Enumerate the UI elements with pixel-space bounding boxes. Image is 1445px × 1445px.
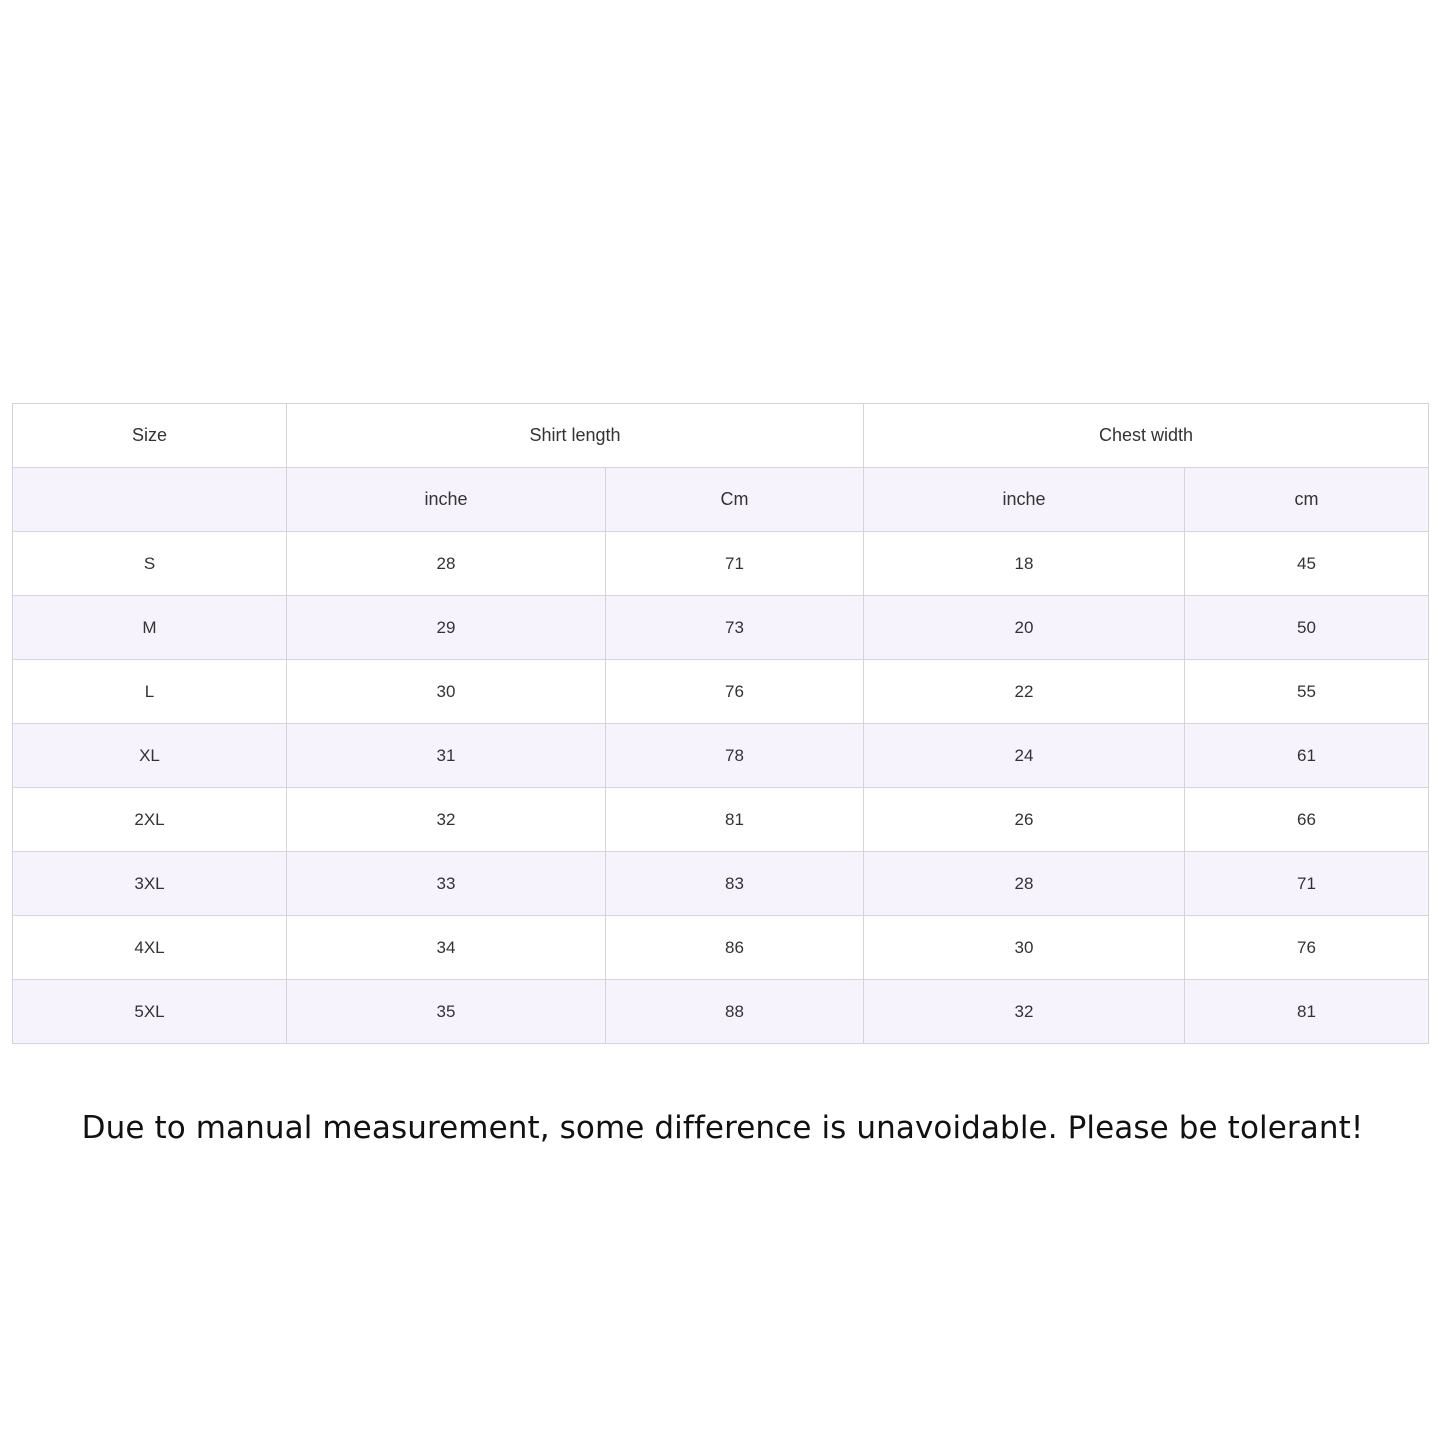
- unit-shirt-cm: Cm: [606, 468, 864, 532]
- chest-inch-cell: 20: [864, 596, 1185, 660]
- shirt-cm-cell: 71: [606, 532, 864, 596]
- table-row: [13, 916, 1429, 980]
- size-cell: 3XL: [13, 852, 287, 916]
- size-cell: L: [13, 660, 287, 724]
- size-cell: 5XL: [13, 980, 287, 1044]
- chest-cm-cell: 55: [1185, 660, 1429, 724]
- header-row: [13, 404, 1429, 468]
- chest-inch-cell: 30: [864, 916, 1185, 980]
- shirt-cm-cell: 81: [606, 788, 864, 852]
- chest-inch-cell: 22: [864, 660, 1185, 724]
- shirt-inch-cell: 34: [287, 916, 606, 980]
- shirt-cm-cell: 83: [606, 852, 864, 916]
- chest-inch-cell: 24: [864, 724, 1185, 788]
- shirt-cm-cell: 76: [606, 660, 864, 724]
- table-row: [13, 660, 1429, 724]
- size-cell: 2XL: [13, 788, 287, 852]
- unit-chest-inch: inche: [864, 468, 1185, 532]
- shirt-inch-cell: 29: [287, 596, 606, 660]
- table-row: [13, 980, 1429, 1044]
- shirt-inch-cell: 32: [287, 788, 606, 852]
- chest-cm-cell: 81: [1185, 980, 1429, 1044]
- size-cell: M: [13, 596, 287, 660]
- chest-cm-cell: 76: [1185, 916, 1429, 980]
- unit-shirt-inch: inche: [287, 468, 606, 532]
- size-cell: XL: [13, 724, 287, 788]
- unit-chest-cm: cm: [1185, 468, 1429, 532]
- size-chart-table: [12, 403, 1429, 1044]
- shirt-inch-cell: 35: [287, 980, 606, 1044]
- chest-inch-cell: 26: [864, 788, 1185, 852]
- shirt-cm-cell: 73: [606, 596, 864, 660]
- shirt-inch-cell: 33: [287, 852, 606, 916]
- chest-inch-cell: 28: [864, 852, 1185, 916]
- chest-cm-cell: 45: [1185, 532, 1429, 596]
- chest-cm-cell: 61: [1185, 724, 1429, 788]
- unit-size: [13, 468, 287, 532]
- shirt-cm-cell: 78: [606, 724, 864, 788]
- table-row: [13, 596, 1429, 660]
- measurement-disclaimer: Due to manual measurement, some difference is unavoidable. Please be tolerant!: [81, 1110, 1364, 1146]
- chest-cm-cell: 50: [1185, 596, 1429, 660]
- chest-cm-cell: 66: [1185, 788, 1429, 852]
- shirt-cm-cell: 86: [606, 916, 864, 980]
- header-size: Size: [13, 404, 287, 468]
- shirt-cm-cell: 88: [606, 980, 864, 1044]
- table-row: [13, 532, 1429, 596]
- chest-inch-cell: 32: [864, 980, 1185, 1044]
- table-row: [13, 788, 1429, 852]
- shirt-inch-cell: 30: [287, 660, 606, 724]
- unit-row: [13, 468, 1429, 532]
- table-row: [13, 852, 1429, 916]
- chest-inch-cell: 18: [864, 532, 1185, 596]
- size-cell: S: [13, 532, 287, 596]
- header-chest-width: Chest width: [864, 404, 1429, 468]
- chest-cm-cell: 71: [1185, 852, 1429, 916]
- shirt-inch-cell: 31: [287, 724, 606, 788]
- shirt-inch-cell: 28: [287, 532, 606, 596]
- header-shirt-length: Shirt length: [287, 404, 864, 468]
- size-cell: 4XL: [13, 916, 287, 980]
- table-row: [13, 724, 1429, 788]
